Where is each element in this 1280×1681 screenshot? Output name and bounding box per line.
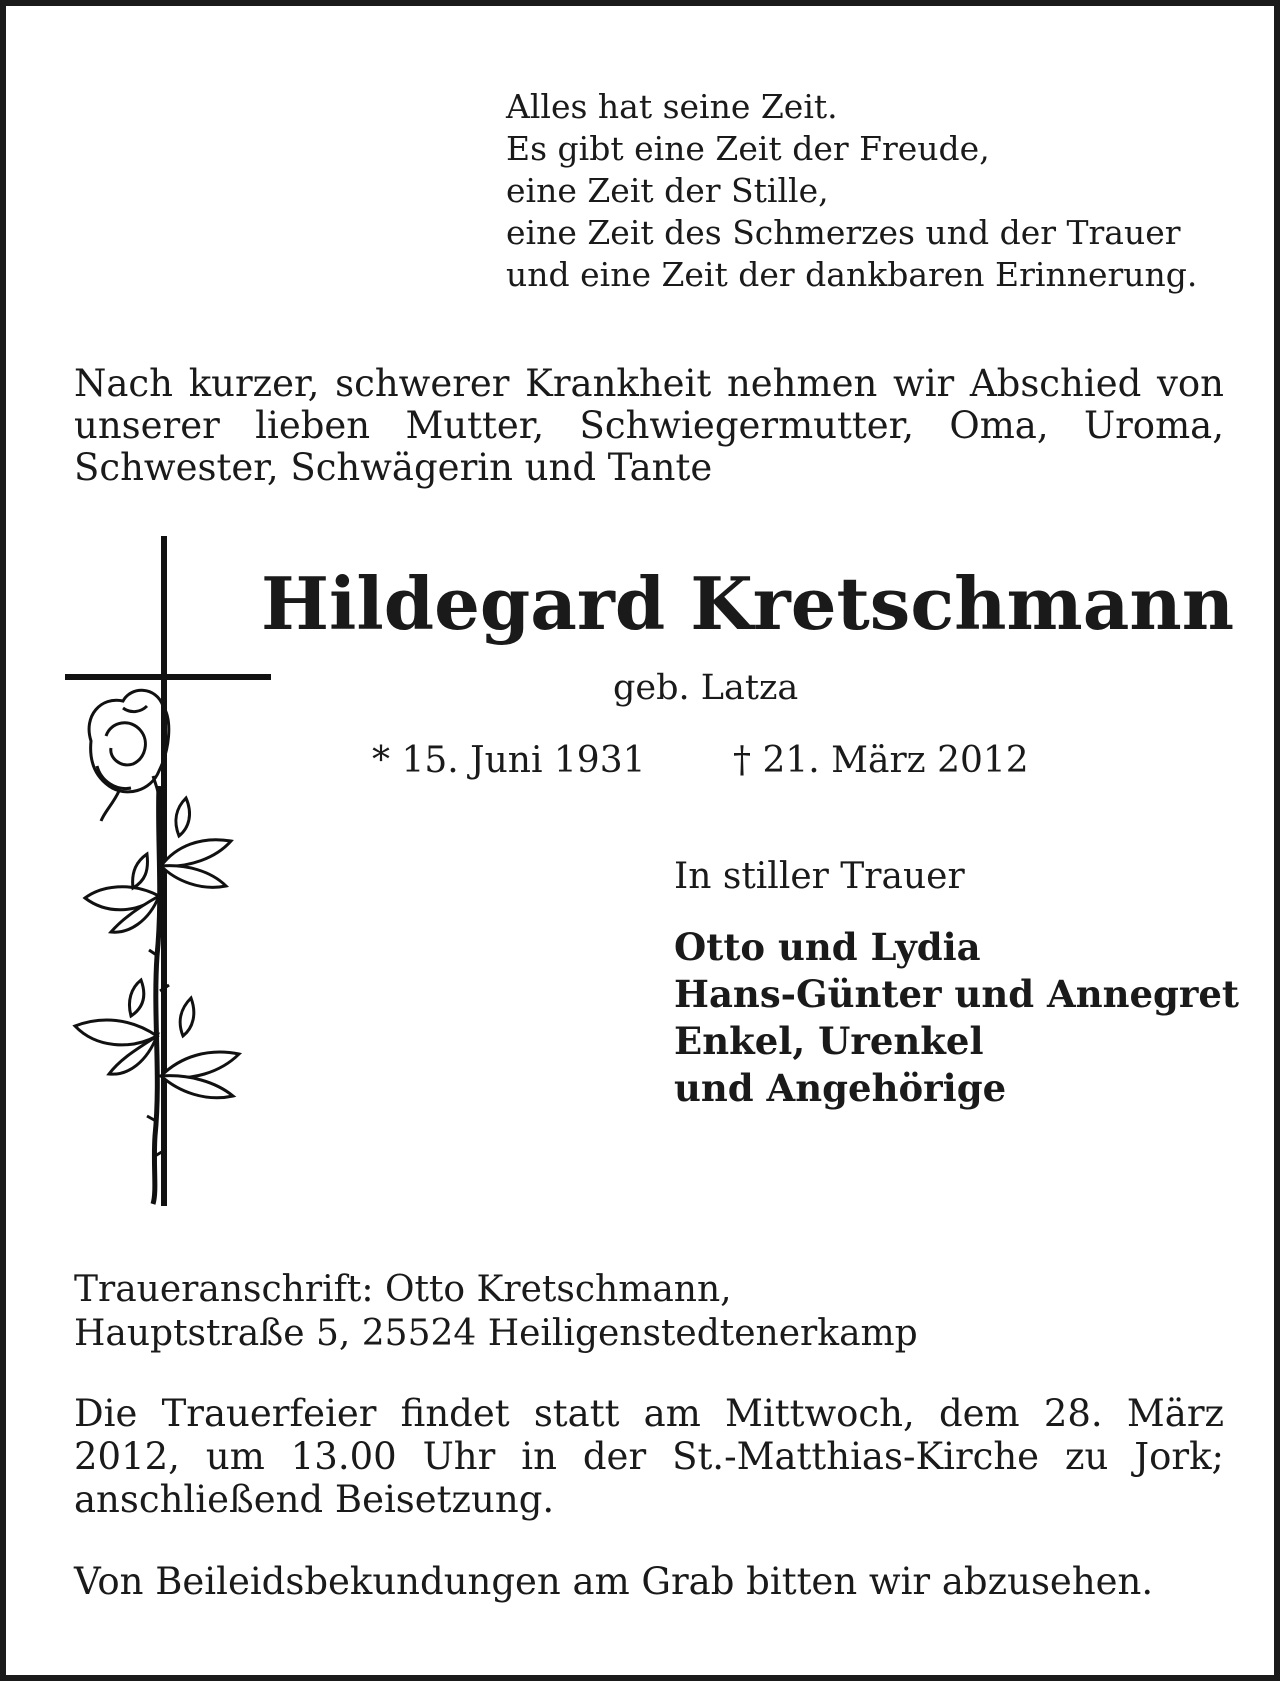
closing-note: Von Beileidsbekundungen am Grab bitten wir abzusehen. bbox=[74, 1560, 1154, 1603]
mourners-list bbox=[674, 924, 1239, 1112]
cross-with-rose-icon bbox=[61, 536, 271, 1216]
mourner-entry: und Angehörige bbox=[674, 1066, 1007, 1110]
poem-line: Alles hat seine Zeit. bbox=[506, 87, 838, 126]
poem-line: eine Zeit der Stille, bbox=[506, 171, 829, 210]
maiden-name: geb. Latza bbox=[613, 668, 799, 708]
poem-line: und eine Zeit der dankbaren Erinnerung. bbox=[506, 255, 1198, 294]
deceased-name: Hildegard Kretschmann bbox=[261, 561, 1235, 646]
poem-line: Es gibt eine Zeit der Freude, bbox=[506, 129, 990, 168]
mourner-entry: Enkel, Urenkel bbox=[674, 1019, 984, 1063]
poem bbox=[506, 86, 1197, 296]
mourning-address bbox=[74, 1268, 918, 1356]
mourner-entry: Hans-Günter und Annegret bbox=[674, 972, 1240, 1016]
intro-text: Nach kurzer, schwerer Krankheit nehmen wir Abschied von unserer lieben Mutter, Schwiegermutter, Oma, Uroma, Schwester, Schwägerin und Tante bbox=[74, 362, 1224, 489]
mourners-heading: In stiller Trauer bbox=[674, 856, 965, 897]
address-line: Hauptstraße 5, 25524 Heiligenstedtenerkamp bbox=[74, 1313, 918, 1354]
death-date: † 21. März 2012 bbox=[733, 740, 1029, 781]
address-line: Traueranschrift: Otto Kretschmann, bbox=[74, 1269, 732, 1310]
mourner-entry: Otto und Lydia bbox=[674, 925, 981, 969]
poem-line: eine Zeit des Schmerzes und der Trauer bbox=[506, 213, 1181, 252]
funeral-service-text: Die Trauerfeier findet statt am Mittwoch, dem 28. März 2012, um 13.00 Uhr in der St.-Matthias-Kirche zu Jork; anschließend Beisetzung. bbox=[74, 1392, 1224, 1521]
birth-date: * 15. Juni 1931 bbox=[372, 740, 646, 781]
